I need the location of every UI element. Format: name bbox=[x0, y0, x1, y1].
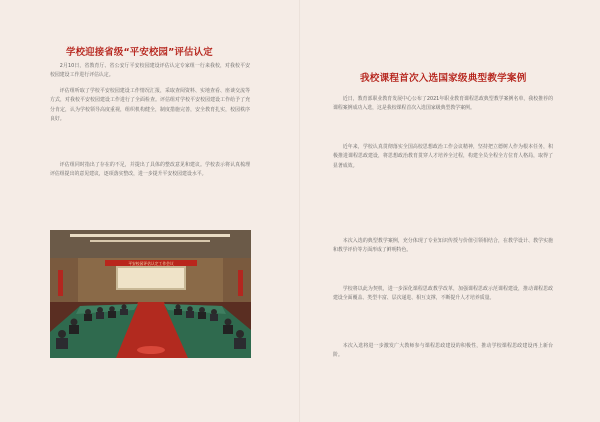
left-headline: 学校迎接省级“平安校园”评估认定 bbox=[66, 47, 213, 58]
right-paragraph-2: 近年来，学校认真贯彻落实全国高校思想政治工作会议精神，坚持把立德树人作为根本任务，积极推进课程思政建设，将思想政治教育贯穿人才培养全过程，构建全员全程全方位育人格局，取得了显著成效。 bbox=[333, 144, 553, 169]
meeting-photo bbox=[50, 230, 251, 358]
right-paragraph-1: 近日，教育部职业教育发展中心公布了2021年职业教育课程思政典型教学案例名单，我校推荐的课程案例成功入选，这是我校课程首次入选国家级典型教学案例。 bbox=[333, 96, 553, 112]
right-page bbox=[300, 0, 600, 422]
right-paragraph-4: 学校将以此为契机，进一步深化课程思政教学改革，加强课程思政示范课程建设，推动课程思政建设全面覆盖、类型丰富、层次递进、相互支撑，不断提升人才培养质量。 bbox=[333, 286, 553, 302]
left-paragraph-2: 评估组听取了学校平安校园建设工作情况汇报，采取查阅资料、实地查看、座谈交流等方式，对我校平安校园建设工作进行了全面检查。评估组对学校平安校园建设工作给予了充分肯定，认为学校领导高度重视，组织机构健全，制度措施完善，安全教育扎实，校园秩序良好。 bbox=[50, 88, 250, 123]
right-paragraph-3: 本次入选的典型教学案例，充分体现了专业知识传授与价值引领相结合，在教学设计、教学实施和教学评价等方面形成了鲜明特色。 bbox=[333, 238, 553, 254]
left-paragraph-3: 评估组同时指出了存在的不足，并提出了具体的整改意见和建议。学校表示将认真梳理评估组提出的意见建议，逐项落实整改，进一步提升平安校园建设水平。 bbox=[50, 162, 250, 178]
right-paragraph-5: 本次入选将进一步激发广大教师参与课程思政建设的积极性，推动学校课程思政建设再上新台阶。 bbox=[333, 343, 553, 359]
photo-banner-text: 平安校园评估认定工作会议 bbox=[128, 261, 174, 266]
right-headline: 我校课程首次入选国家级典型教学案例 bbox=[360, 73, 527, 84]
left-paragraph-1: 2月10日，省教育厅、省公安厅平安校园建设评估认定专家组一行来我校，对我校平安校园建设工作进行评估认定。 bbox=[50, 63, 250, 79]
